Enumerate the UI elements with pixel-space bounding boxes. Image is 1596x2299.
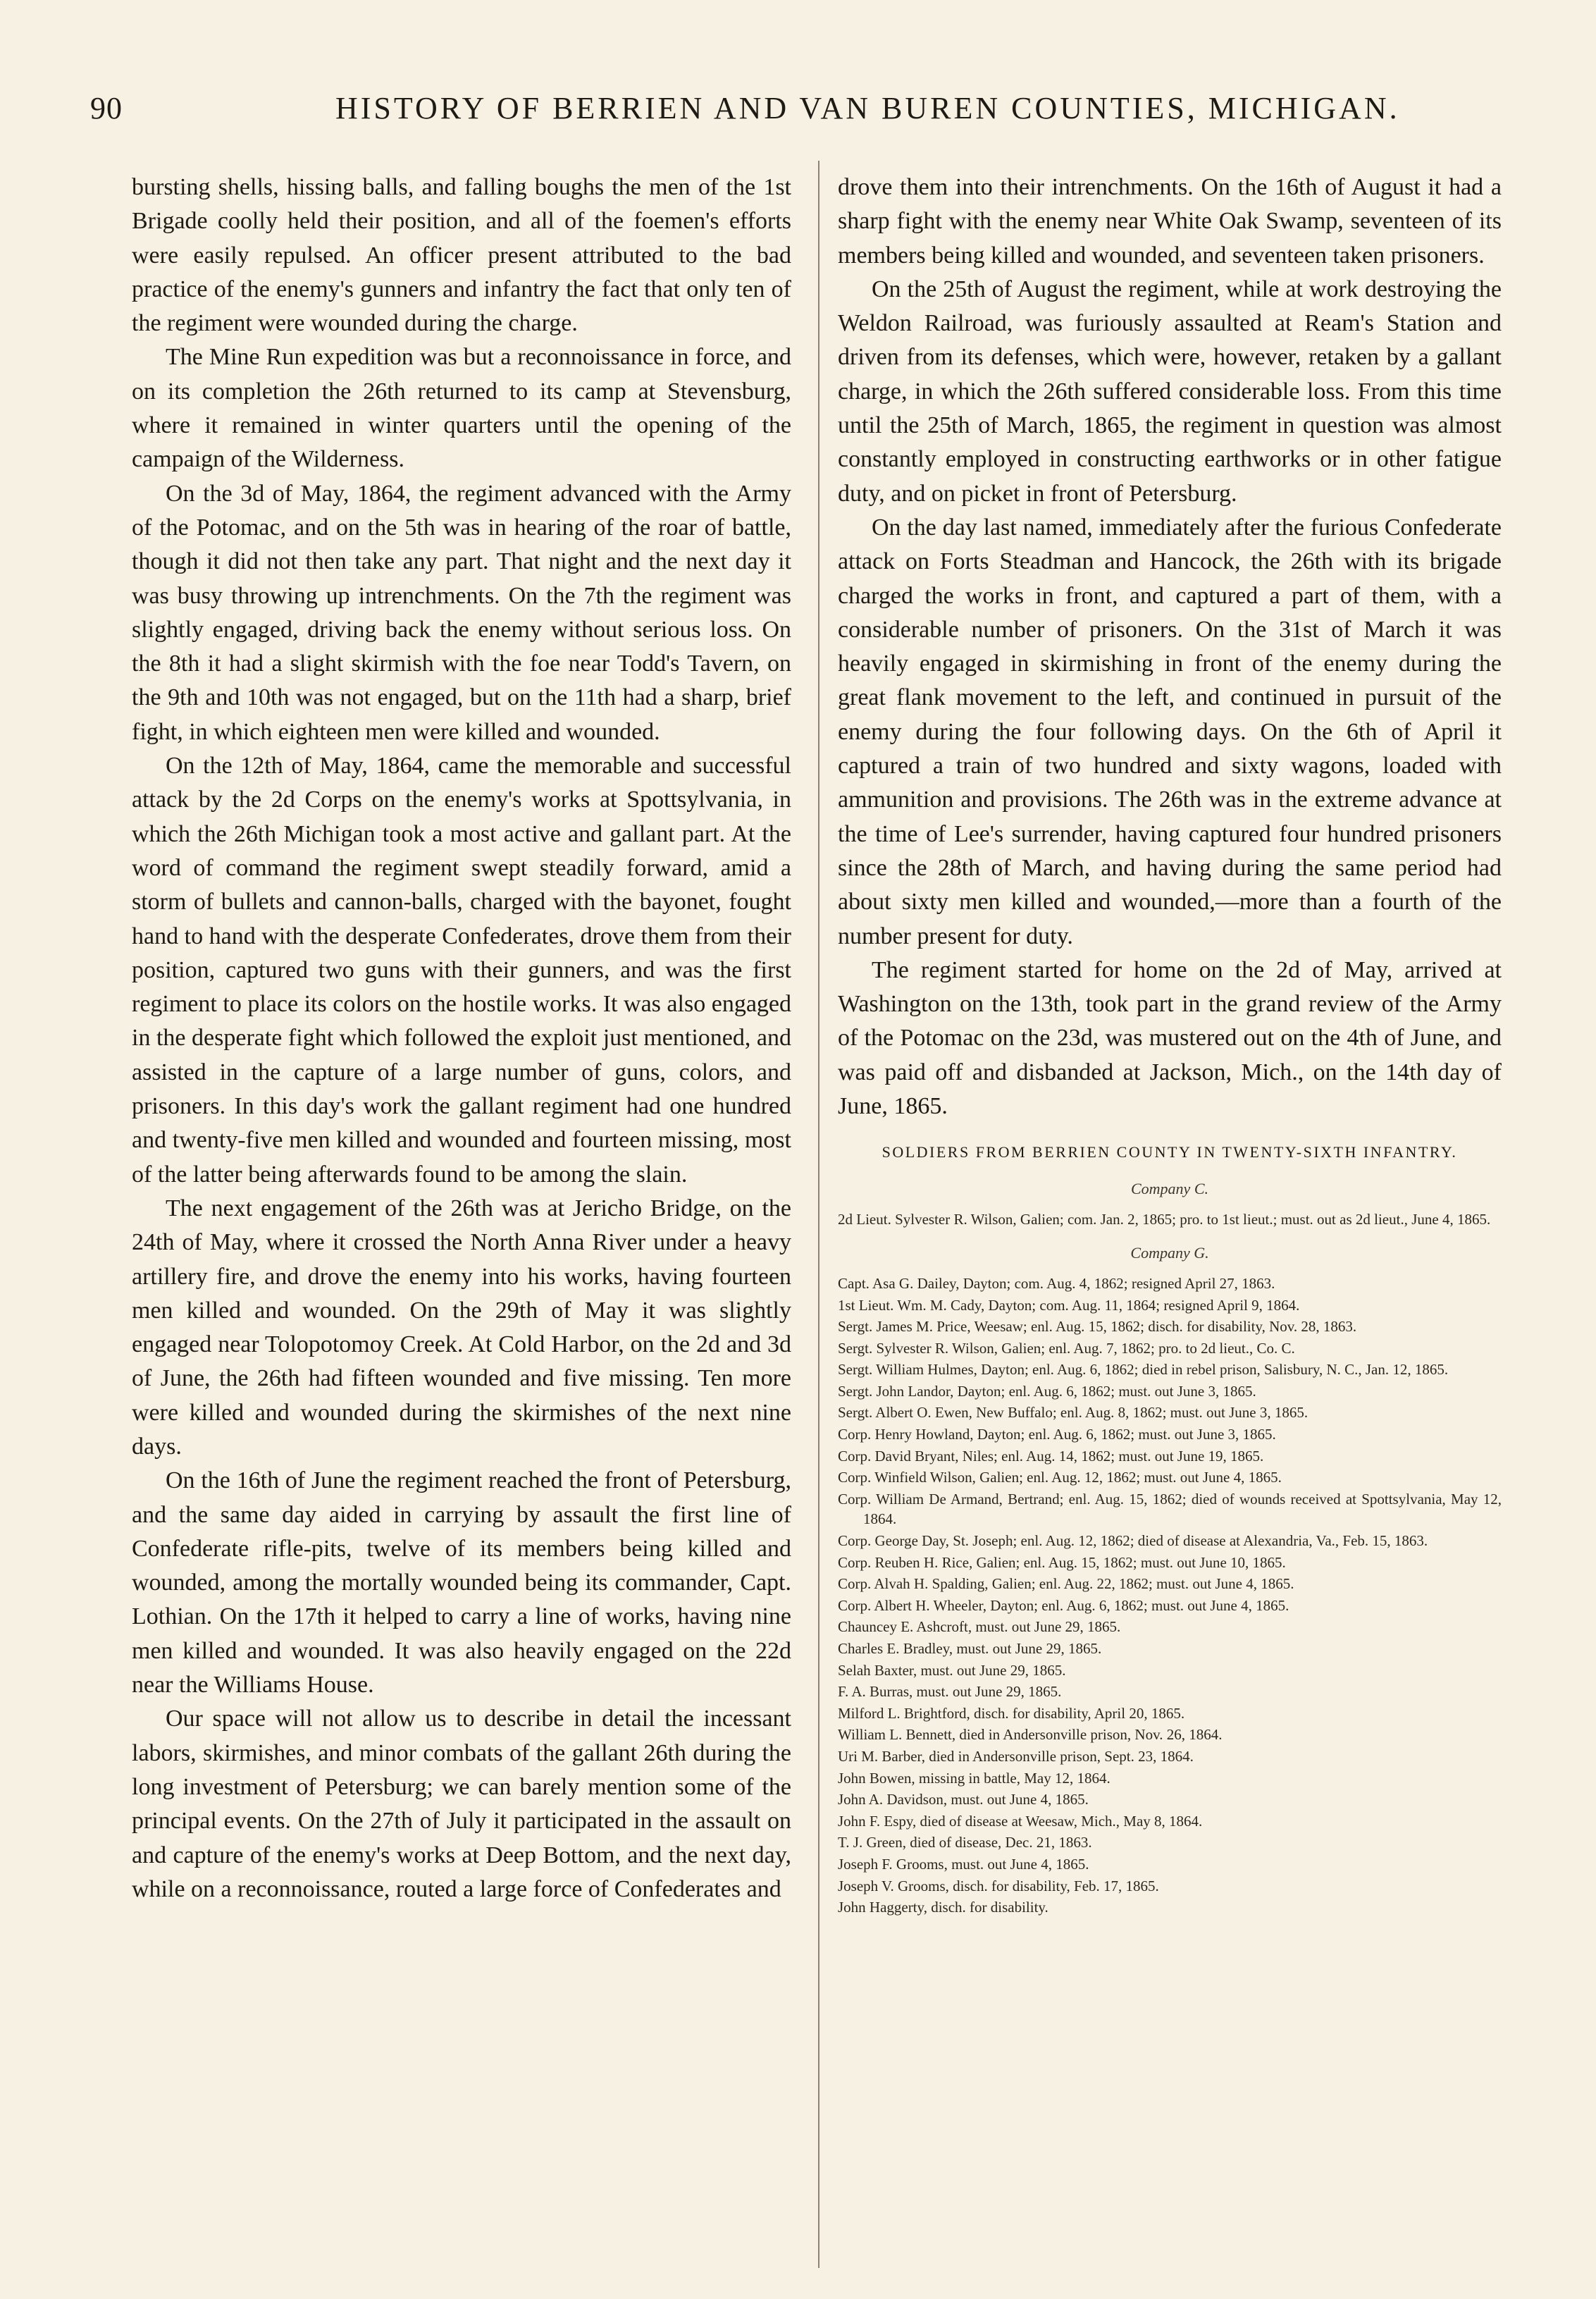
roster-entry: Capt. Asa G. Dailey, Dayton; com. Aug. 4, 1862; resigned April 27, 1863. [838, 1274, 1275, 1292]
roster-entry: Joseph V. Grooms, disch. for disability, Feb. 17, 1865. [838, 1877, 1159, 1894]
roster-entry: Uri M. Barber, died in Andersonville prison, Sept. 23, 1864. [838, 1747, 1194, 1765]
roster-entry: Sergt. Albert O. Ewen, New Buffalo; enl. Aug. 8, 1862; must. out June 3, 1865. [838, 1404, 1309, 1422]
roster-entry: F. A. Burras, must. out June 29, 1865. [838, 1683, 1062, 1701]
roster-entry: Milford L. Brightford, disch. for disability, April 20, 1865. [838, 1704, 1185, 1722]
roster-entry: John Haggerty, disch. for disability. [838, 1899, 1048, 1916]
left-column [132, 171, 791, 1906]
company-heading: Company G. [1130, 1243, 1209, 1262]
paragraph: Our space will not allow us to describe in detail the incessant labors, skirmishes, and minor combats of the gallant 26th during the long investment of Petersburg; we can barely mention some of the principal events. On the 27th of July it participated in the assault on and capture of the enemy's works at Deep Bottom, and the next day, while on a reconnoissance, routed a large force of Confederates and [132, 1706, 791, 1902]
paragraph: The next engagement of the 26th was at Jericho Bridge, on the 24th of May, where it crossed the North Anna River under a heavy artillery fire, and drove the enemy into his works, having fourteen men killed and wounded. On the 29th of May it was slightly engaged near Tolopotomoy Creek. At Cold Harbor, on the 2d and 3d of June, the 26th had fifteen wounded and five missing. Ten more were killed and wounded during the skirmishes of the next nine days. [132, 1195, 791, 1460]
roster-entry: 1st Lieut. Wm. M. Cady, Dayton; com. Aug. 11, 1864; resigned April 9, 1864. [838, 1296, 1300, 1314]
roster-entry: Selah Baxter, must. out June 29, 1865. [838, 1661, 1066, 1679]
roster-entry: Sergt. John Landor, Dayton; enl. Aug. 6, 1862; must. out June 3, 1865. [838, 1382, 1256, 1400]
page-number: 90 [90, 91, 123, 125]
roster-heading: SOLDIERS FROM BERRIEN COUNTY IN TWENTY-SIXTH INFANTRY. [881, 1143, 1458, 1161]
roster-entry: Corp. Reuben H. Rice, Galien; enl. Aug. 15, 1862; must. out June 10, 1865. [838, 1553, 1286, 1571]
roster-entry: John Bowen, missing in battle, May 12, 1864. [838, 1769, 1111, 1787]
paragraph: On the day last named, immediately after the furious Confederate attack on Forts Steadman and Hancock, the 26th with its brigade charged the works in front, and captured a part of them, with a considerable number of prisoners. On the 31st of March it was heavily engaged in skirmishing in front of the enemy during the great flank movement to the left, and continued in pursuit of the enemy during the four following days. On the 6th of April it captured a train of two hundred and sixty wagons, loaded with ammunition and provisions. The 26th was in the extreme advance at the time of Lee's surrender, having captured four hundred prisoners since the 28th of March, and having during the same period had about sixty men killed and wounded,—more than a fourth of the number present for duty. [838, 514, 1502, 949]
paragraph: The Mine Run expedition was but a reconnoissance in force, and on its completion the 26th returned to its camp at Stevensburg, where it remained in winter quarters until the opening of the campaign of the Wilderness. [132, 344, 791, 473]
roster-entry: Charles E. Bradley, must. out June 29, 1865. [838, 1640, 1102, 1657]
roster-entry: Corp. Winfield Wilson, Galien; enl. Aug. 12, 1862; must. out June 4, 1865. [838, 1469, 1282, 1486]
paragraph: The regiment started for home on the 2d of May, arrived at Washington on the 13th, took part in the grand review of the Army of the Potomac on the 23d, was mustered out on the 4th of June, and was paid off and disbanded at Jackson, Mich., on the 14th day of June, 1865. [838, 956, 1502, 1120]
running-head: HISTORY OF BERRIEN AND VAN BUREN COUNTIES, MICHIGAN. [335, 91, 1400, 125]
column-divider [818, 161, 819, 2268]
roster-entry: Corp. George Day, St. Joseph; enl. Aug. 12, 1862; died of disease at Alexandria, Va., Feb. 15, 1863. [838, 1532, 1428, 1550]
roster-entry: John A. Davidson, must. out June 4, 1865. [838, 1791, 1089, 1808]
roster-entry: Joseph F. Grooms, must. out June 4, 1865. [838, 1855, 1089, 1873]
roster-entry: Sergt. James M. Price, Weesaw; enl. Aug. 15, 1862; disch. for disability, Nov. 28, 1863. [838, 1318, 1357, 1336]
paragraph: bursting shells, hissing balls, and falling boughs the men of the 1st Brigade coolly held their position, and all of the foemen's efforts were easily repulsed. An officer present attributed to the bad practice of the enemy's gunners and infantry the fact that only ten of the regiment were wounded during the charge. [132, 174, 791, 337]
roster-entry: Corp. William De Armand, Bertrand; enl. Aug. 15, 1862; died of wounds received at Spottsylvania, May 12, 1864. [838, 1490, 1502, 1528]
company-c-roster [838, 1180, 1502, 1230]
paragraph: On the 25th of August the regiment, while at work destroying the Weldon Railroad, was furiously assaulted at Ream's Station and driven from its defenses, which were, however, retaken by a gallant charge, in which the 26th suffered considerable loss. From this time until the 25th of March, 1865, the regiment in question was almost constantly employed in constructing earthworks or in other fatigue duty, and on picket in front of Petersburg. [838, 276, 1502, 507]
roster-entry: 2d Lieut. Sylvester R. Wilson, Galien; com. Jan. 2, 1865; pro. to 1st lieut.; must. out as 2d lieut., June 4, 1865. [838, 1211, 1491, 1228]
roster-entry: Sergt. Sylvester R. Wilson, Galien; enl. Aug. 7, 1862; pro. to 2d lieut., Co. C. [838, 1339, 1295, 1357]
roster-entry: Corp. Henry Howland, Dayton; enl. Aug. 6, 1862; must. out June 3, 1865. [838, 1426, 1276, 1443]
company-g-roster [838, 1244, 1502, 1918]
roster-entry: John F. Espy, died of disease at Weesaw, Mich., May 8, 1864. [838, 1812, 1203, 1830]
roster-entry: Sergt. William Hulmes, Dayton; enl. Aug. 6, 1862; died in rebel prison, Salisbury, N. C., Jan. 12, 1865. [838, 1361, 1449, 1379]
paragraph: On the 16th of June the regiment reached the front of Petersburg, and the same day aided in carrying by assault the first line of Confederate rifle-pits, twelve of its members being killed and wounded, among the mortally wounded being its commander, Capt. Lothian. On the 17th it helped to carry a line of works, having nine men killed and wounded. It was also heavily engaged on the 22d near the Williams House. [132, 1467, 791, 1699]
paragraph: drove them into their intrenchments. On the 16th of August it had a sharp fight with the enemy near White Oak Swamp, seventeen of its members being killed and wounded, and seventeen taken prisoners. [838, 174, 1502, 269]
roster-entry: Corp. Alvah H. Spalding, Galien; enl. Aug. 22, 1862; must. out June 4, 1865. [838, 1575, 1294, 1593]
company-heading: Company C. [1131, 1180, 1208, 1198]
roster-entry: Corp. David Bryant, Niles; enl. Aug. 14, 1862; must. out June 19, 1865. [838, 1447, 1264, 1465]
roster-entry: Corp. Albert H. Wheeler, Dayton; enl. Aug. 6, 1862; must. out June 4, 1865. [838, 1596, 1289, 1614]
roster-entry: William L. Bennett, died in Andersonville prison, Nov. 26, 1864. [838, 1726, 1223, 1744]
roster-entry: T. J. Green, died of disease, Dec. 21, 1863. [838, 1834, 1092, 1851]
roster-entry: Chauncey E. Ashcroft, must. out June 29, 1865. [838, 1618, 1121, 1636]
paragraph: On the 12th of May, 1864, came the memorable and successful attack by the 2d Corps on the enemy's works at Spottsylvania, in which the 26th Michigan took a most active and gallant part. At the word of command the regiment swept steadily forward, amid a storm of bullets and cannon-balls, charged with the bayonet, fought hand to hand with the desperate Confederates, drove them from their position, captured two guns with their gunners, and was the first regiment to place its colors on the hostile works. It was also engaged in the desperate fight which followed the exploit just mentioned, and assisted in the capture of a large number of guns, colors, and prisoners. In this day's work the gallant regiment had one hundred and twenty-five men killed and wounded and fourteen missing, most of the latter being afterwards found to be among the slain. [132, 753, 791, 1188]
paragraph: On the 3d of May, 1864, the regiment advanced with the Army of the Potomac, and on the 5th was in hearing of the roar of battle, though it did not then take any part. That night and the next day it was busy throwing up intrenchments. On the 7th the regiment was slightly engaged, driving back the enemy without serious loss. On the 8th it had a slight skirmish with the foe near Todd's Tavern, on the 9th and 10th was not engaged, but on the 11th had a sharp, brief fight, in which eighteen men were killed and wounded. [132, 480, 791, 745]
right-column [838, 171, 1502, 1932]
